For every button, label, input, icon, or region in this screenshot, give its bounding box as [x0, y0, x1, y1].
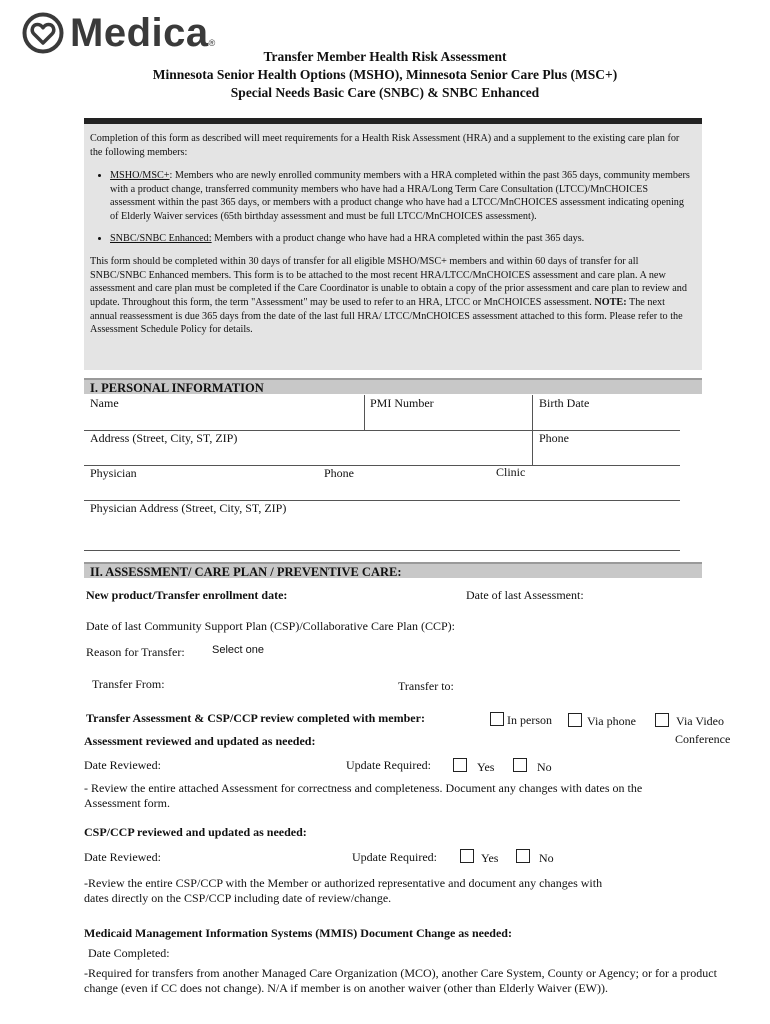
birth-date-field[interactable] — [537, 412, 677, 428]
csp-yes-checkbox[interactable] — [460, 849, 474, 863]
form-title — [0, 48, 770, 102]
csp-review-note: -Review the entire CSP/CCP with the Member or authorized representative and document any changes with dates directly on the CSP/CCP including date of review/change. — [84, 876, 603, 905]
update-required-label: Update Required: — [346, 758, 431, 772]
phone-field[interactable] — [537, 447, 677, 463]
date-completed-label: Date Completed: — [88, 946, 170, 960]
note-label: NOTE: — [594, 296, 627, 308]
via-video-label: Via Video — [676, 714, 724, 728]
title-line-2: Minnesota Senior Health Options (MSHO), Minnesota Senior Care Plus (MSC+) — [152, 67, 618, 82]
address-label: Address (Street, City, ST, ZIP) — [90, 431, 238, 445]
csp-reviewed-label: CSP/CCP reviewed and updated as needed: — [84, 825, 307, 839]
via-video-label-2: Conference — [675, 732, 731, 746]
csp-yes-label: Yes — [481, 851, 499, 865]
physician-phone-label: Phone — [324, 466, 354, 480]
review-completed-label: Transfer Assessment & CSP/CCP review completed with member: — [86, 711, 425, 725]
physician-address-field[interactable] — [88, 520, 678, 548]
via-video-checkbox[interactable] — [655, 713, 669, 727]
field-line — [84, 550, 680, 551]
pmi-field[interactable] — [368, 412, 528, 428]
physician-label: Physician — [90, 466, 137, 480]
pmi-label: PMI Number — [370, 396, 434, 410]
logo-wordmark: Medica — [70, 10, 209, 55]
address-field[interactable] — [88, 447, 528, 463]
phone-label: Phone — [539, 431, 569, 445]
reason-label: Reason for Transfer: — [86, 645, 185, 659]
via-phone-checkbox[interactable] — [568, 713, 582, 727]
last-assessment-label: Date of last Assessment: — [466, 588, 584, 602]
section-personal-info-heading: I. PERSONAL INFORMATION — [84, 378, 702, 394]
field-line — [84, 465, 680, 466]
update-no-label: No — [537, 760, 552, 774]
name-label: Name — [90, 396, 119, 410]
in-person-checkbox[interactable] — [490, 712, 504, 726]
last-csp-label: Date of last Community Support Plan (CSP)/Collaborative Care Plan (CCP): — [86, 619, 455, 633]
assessment-review-note: - Review the entire attached Assessment for correctness and completeness. Document any changes with dates on the Assessment form. — [84, 781, 643, 810]
intro-paragraph-2 — [90, 255, 694, 337]
intro-p2-text: This form should be completed within 30 days of transfer for all eligible MSHO/MSC+ members and within 60 days of transfer for all SNBC/SNBC Enhanced members. This form is to be attached to the most recent HRA/LTCC/MnCHOICES assessment and care plan. A new assessment and care plan must be completed if the Care Coordinator is unable to obtain a copy of the prior assessment and care plan to review and update. Throughout this form, the term "Assessment" may be used to refer to an HRA, LTCC or MnCHOICES assessment. — [90, 256, 687, 308]
physician-field[interactable] — [88, 482, 678, 498]
update-yes-label: Yes — [477, 760, 495, 774]
bullet-snbc-head: SNBC/SNBC Enhanced: — [110, 232, 212, 244]
bullet-snbc-text: Members with a product change who have had a HRA completed within the past 365 days. — [211, 232, 585, 244]
csp-no-label: No — [539, 851, 554, 865]
transfer-from-label: Transfer From: — [92, 677, 165, 691]
physician-address-label: Physician Address (Street, City, ST, ZIP) — [90, 501, 287, 515]
update-no-checkbox[interactable] — [513, 758, 527, 772]
clinic-label: Clinic — [496, 465, 526, 479]
via-phone-label: Via phone — [587, 714, 636, 728]
registered-mark: ® — [208, 38, 216, 48]
intro-bullet-msho — [110, 169, 694, 223]
mmis-label: Medicaid Management Information Systems (MMIS) Document Change as needed: — [84, 926, 512, 940]
in-person-label: In person — [507, 713, 552, 727]
update-yes-checkbox[interactable] — [453, 758, 467, 772]
update-required-2-label: Update Required: — [352, 850, 437, 864]
title-line-1: Transfer Member Health Risk Assessment — [263, 49, 507, 64]
new-product-label: New product/Transfer enrollment date: — [86, 588, 288, 602]
transfer-to-label: Transfer to: — [398, 679, 454, 693]
bullet-msho-text: : Members who are newly enrolled community members with a HRA completed within the past 365 days, community members with a product change, transferred community members who have had a HRA/Long Term Care Consultation (LTCC)/MnCHOICES assessment within the past 365 days, or members with a product change who have had a LTCC/MnCHOICES assessment indicating opening of Elderly Waiver services (65th birthday assessment and must be full LTCC/MnCHOICES assessment). — [110, 170, 690, 222]
date-reviewed-label: Date Reviewed: — [84, 758, 161, 772]
section-assessment-heading: II. ASSESSMENT/ CARE PLAN / PREVENTIVE CARE: — [84, 562, 702, 578]
title-line-3: Special Needs Basic Care (SNBC) & SNBC Enhanced — [230, 85, 540, 100]
intro-bullets — [90, 169, 694, 245]
intro-box — [84, 118, 702, 370]
reason-select[interactable]: Select one — [212, 644, 264, 656]
intro-bullet-snbc — [110, 232, 694, 246]
intro-p2-note: The next annual reassessment is due 365 days from the date of the last full HRA/ LTCC/MnCHOICES assessment attached to this form. Please refer to the Assessment Schedule Policy for details. — [90, 296, 683, 336]
birth-date-label: Birth Date — [539, 396, 590, 410]
csp-no-checkbox[interactable] — [516, 849, 530, 863]
bullet-msho-head: MSHO/MSC+ — [110, 170, 170, 182]
intro-paragraph-1: Completion of this form as described will meet requirements for a Health Risk Assessment (HRA) and a supplement to the existing care plan for the following members: — [90, 133, 680, 158]
name-field[interactable] — [88, 412, 360, 428]
assessment-reviewed-label: Assessment reviewed and updated as needed: — [84, 734, 316, 748]
date-reviewed-2-label: Date Reviewed: — [84, 850, 161, 864]
mmis-note: -Required for transfers from another Managed Care Organization (MCO), another Care System, County or Agency; or for a product change (even if CC does not change). N/A if member is on another waiver (other than Elderly Waiver (EW)). — [84, 966, 717, 995]
divider — [364, 395, 365, 430]
